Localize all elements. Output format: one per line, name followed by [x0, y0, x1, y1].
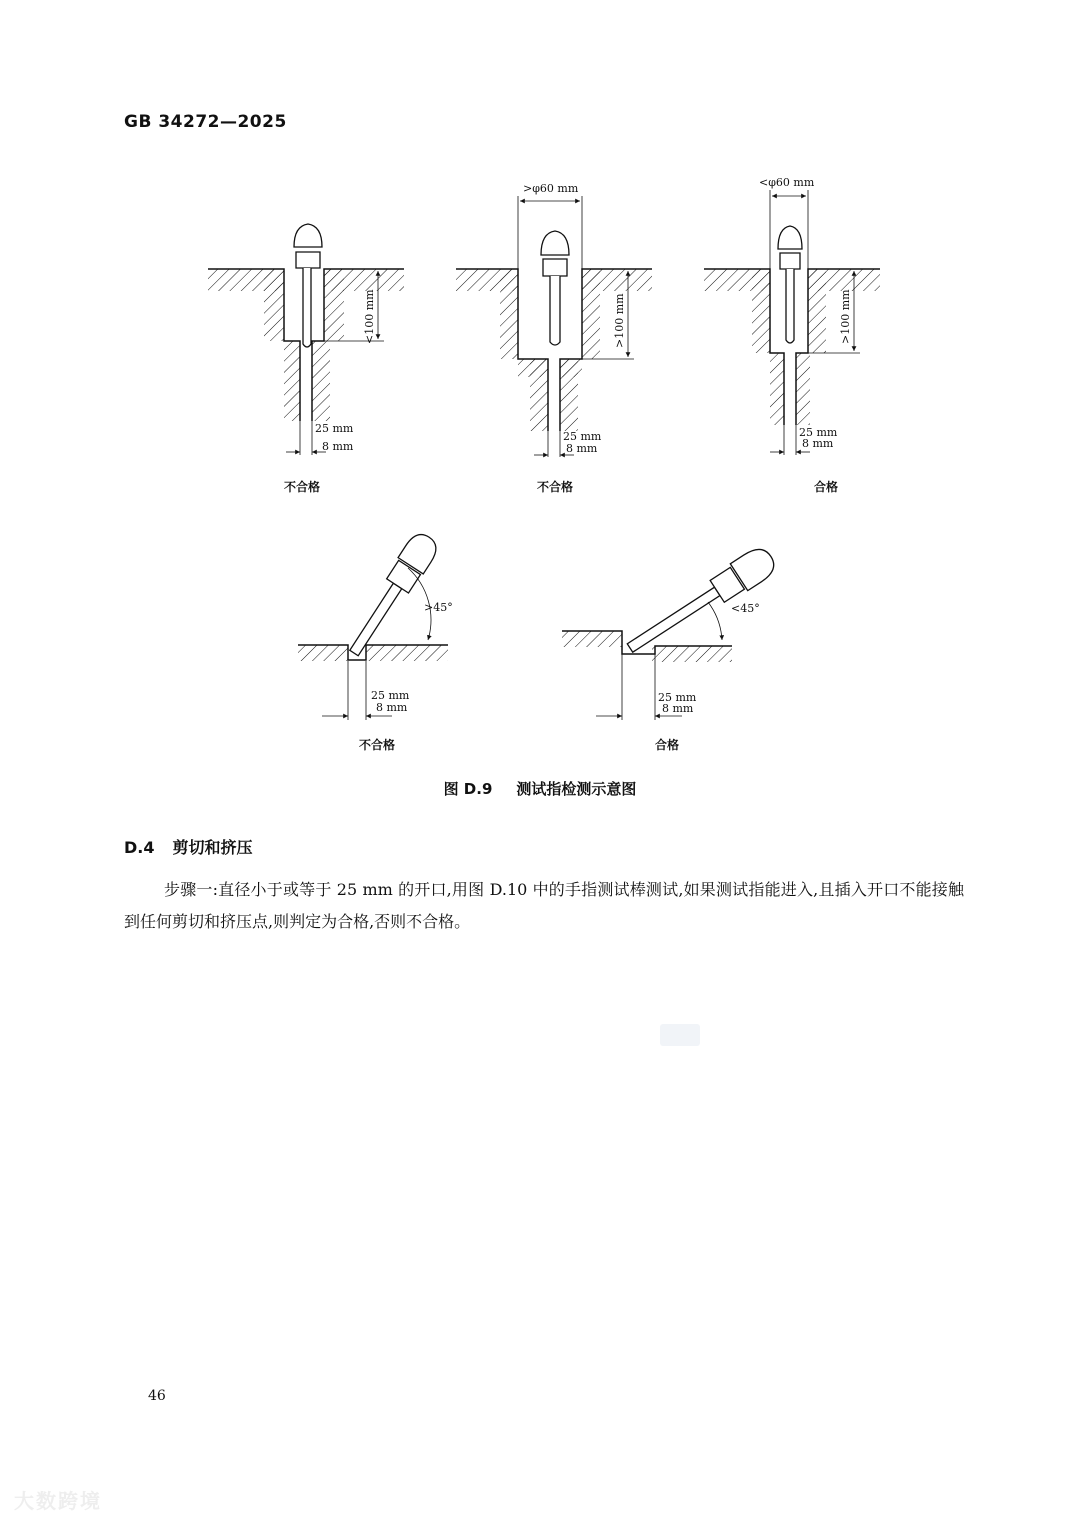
verdict-label-pass: 合格: [654, 738, 680, 752]
sac-logo-mark: [660, 1020, 700, 1050]
diagram-angle-gt45-fail: [298, 529, 453, 720]
dim-depth-1: <100 mm: [363, 289, 376, 344]
verdict-label-fail: 不合格: [536, 480, 574, 494]
figure-title: 测试指检测示意图: [516, 780, 637, 798]
dim-depth-3: >100 mm: [839, 289, 852, 344]
verdict-label-fail: 不合格: [358, 738, 396, 752]
dim-angle-5: <45°: [731, 602, 760, 615]
dim-width25-1: 25 mm: [315, 422, 354, 435]
dim-width8-1: 8 mm: [322, 440, 354, 453]
diagram-narrow-opening-fail: [208, 224, 404, 455]
dim-width25-5: 25 mm: [658, 691, 697, 704]
dim-width8-5: 8 mm: [662, 702, 694, 715]
dim-diameter-3: <φ60 mm: [759, 176, 815, 189]
section-title: 剪切和挤压: [172, 838, 253, 857]
dim-width25-2: 25 mm: [563, 430, 602, 443]
dim-diameter-2: >φ60 mm: [523, 182, 579, 195]
verdict-label-fail: 不合格: [283, 480, 321, 494]
figure-number: 图 D.9: [443, 780, 493, 798]
section-number: D.4: [124, 838, 155, 857]
dim-width25-3: 25 mm: [799, 426, 838, 439]
dim-width8-3: 8 mm: [802, 437, 834, 450]
dim-width8-4: 8 mm: [376, 701, 408, 714]
watermark-text: 大数跨境: [14, 1489, 102, 1513]
dim-width25-4: 25 mm: [371, 689, 410, 702]
figure-caption: [0, 778, 1080, 799]
verdict-label-pass: 合格: [813, 480, 839, 494]
dim-depth-2: >100 mm: [613, 293, 626, 348]
section-heading: [124, 835, 253, 858]
diagram-angle-lt45-pass: [562, 543, 780, 720]
section-paragraph: 步骤一:直径小于或等于 25 mm 的开口,用图 D.10 中的手指测试棒测试,如果测试指能进入,且插入开口不能接触到任何剪切和挤压点,则判定为合格,否则不合格。: [124, 880, 964, 931]
page-number: 46: [148, 1388, 166, 1404]
dim-width8-2: 8 mm: [566, 442, 598, 455]
diagram-wide-opening-fail: [456, 182, 652, 457]
dim-angle-4: >45°: [424, 601, 453, 614]
standard-code-header: GB 34272—2025: [124, 112, 287, 132]
diagram-small-opening-pass: [704, 176, 880, 455]
